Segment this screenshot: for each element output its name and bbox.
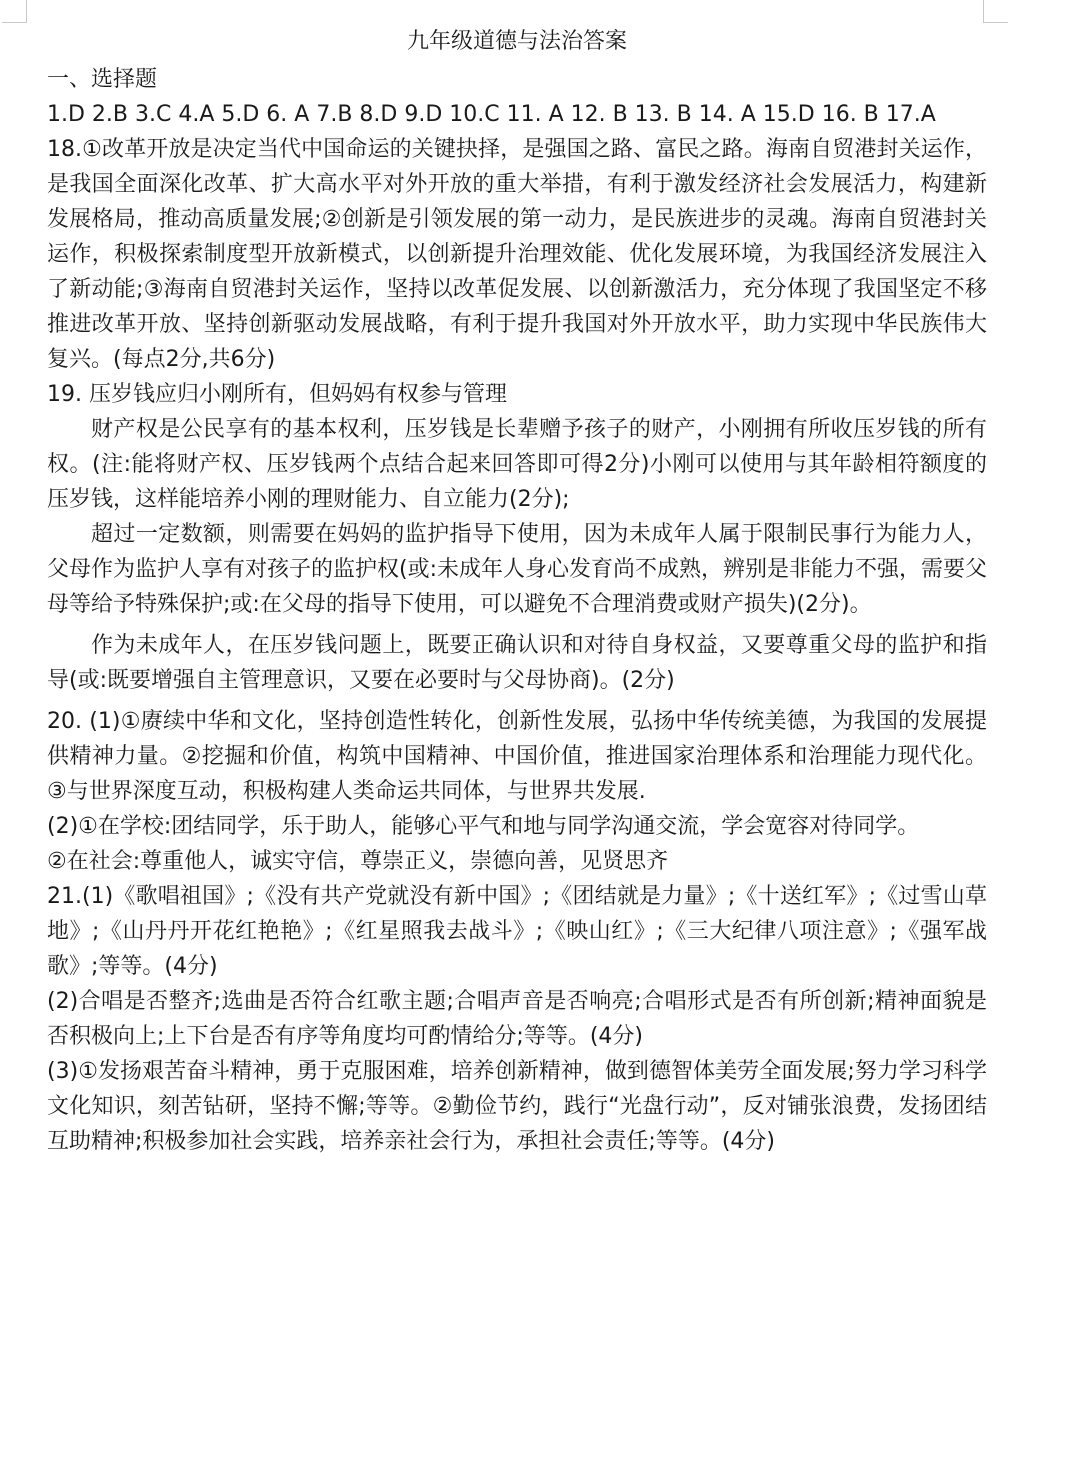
answer-q19-heading: 19. 压岁钱应归小刚所有，但妈妈有权参与管理 bbox=[47, 382, 507, 407]
answer-q18: 18.①改革开放是决定当代中国命运的关键抉择，是强国之路、富民之路。海南自贸港封关运作，是我国全面深化改革、扩大高水平对外开放的重大举措，有利于激发经济社会发展活力，构建新发展格局，推动高质量发展;②创新是引领发展的第一动力，是民族进步的灵魂。海南自贸港封关运作，积极探索制度型开放新模式，以创新提升治理效能、优化发展环境，为我国经济发展注入了新动能;③海南自贸港封关运作，坚持以改革促发展、以创新激活力，充分体现了我国坚定不移推进改革开放、坚持创新驱动发展战略，有利于提升我国对外开放水平，助力实现中华民族伟大复兴。(每点2分,共6分) bbox=[47, 137, 987, 372]
answer-q19-paragraph-3: 作为未成年人，在压岁钱问题上，既要正确认识和对待自身权益，又要尊重父母的监护和指导(或:既要增强自主管理意识，又要在必要时与父母协商)。(2分) bbox=[47, 633, 987, 693]
answer-q21-part-1: 21.(1)《歌唱祖国》;《没有共产党就没有新中国》;《团结就是力量》;《十送红军》;《过雪山草地》;《山丹丹开花红艳艳》;《红星照我去战斗》;《映山红》;《三大纪律八项注意》;《强军战歌》;等等。(4分) bbox=[47, 884, 987, 979]
page-corner-mark-right bbox=[983, 0, 1008, 23]
answer-q21-part-2: (2)合唱是否整齐;选曲是否符合红歌主题;合唱声音是否响亮;合唱形式是否有所创新;精神面貌是否积极向上;上下台是否有序等角度均可酌情给分;等等。(4分) bbox=[47, 989, 987, 1049]
document-title: 九年级道德与法治答案 bbox=[406, 29, 627, 54]
answer-q20-part-2-society: ②在社会:尊重他人，诚实守信，尊崇正义，崇德向善，见贤思齐 bbox=[47, 849, 669, 874]
answer-q20-part-1: 20. (1)①赓续中华和文化，坚持创造性转化，创新性发展，弘扬中华传统美德，为我国的发展提供精神力量。②挖掘和价值，构筑中国精神、中国价值，推进国家治理体系和治理能力现代化。③与世界深度互动，积极构建人类命运共同体，与世界共发展. bbox=[47, 709, 987, 804]
answer-document bbox=[47, 24, 987, 1159]
answer-q19-paragraph-1: 财产权是公民享有的基本权利，压岁钱是长辈赠予孩子的财产，小刚拥有所收压岁钱的所有权。(注:能将财产权、压岁钱两个点结合起来回答即可得2分)小刚可以使用与其年龄相符额度的压岁钱，这样能培养小刚的理财能力、自立能力(2分); bbox=[47, 417, 987, 512]
answer-q19-paragraph-2: 超过一定数额，则需要在妈妈的监护指导下使用，因为未成年人属于限制民事行为能力人，父母作为监护人享有对孩子的监护权(或:未成年人身心发育尚不成熟，辨别是非能力不强，需要父母等给予特殊保护;或:在父母的指导下使用，可以避免不合理消费或财产损失)(2分)。 bbox=[47, 522, 987, 617]
answer-q21-part-3: (3)①发扬艰苦奋斗精神，勇于克服困难，培养创新精神，做到德智体美劳全面发展;努力学习科学文化知识，刻苦钻研，坚持不懈;等等。②勤俭节约，践行“光盘行动”，反对铺张浪费，发扬团结互助精神;积极参加社会实践，培养亲社会行为，承担社会责任;等等。(4分) bbox=[47, 1059, 987, 1154]
answer-q20-part-2-school: (2)①在学校:团结同学，乐于助人，能够心平气和地与同学沟通交流，学会宽容对待同学。 bbox=[47, 814, 920, 839]
choice-answers: 1.D 2.B 3.C 4.A 5.D 6. A 7.B 8.D 9.D 10.C 11. A 12. B 13. B 14. A 15.D 16. B 17.A bbox=[47, 102, 936, 127]
page-corner-mark-left bbox=[2, 0, 27, 23]
section-heading-choice: 一、选择题 bbox=[47, 67, 158, 92]
